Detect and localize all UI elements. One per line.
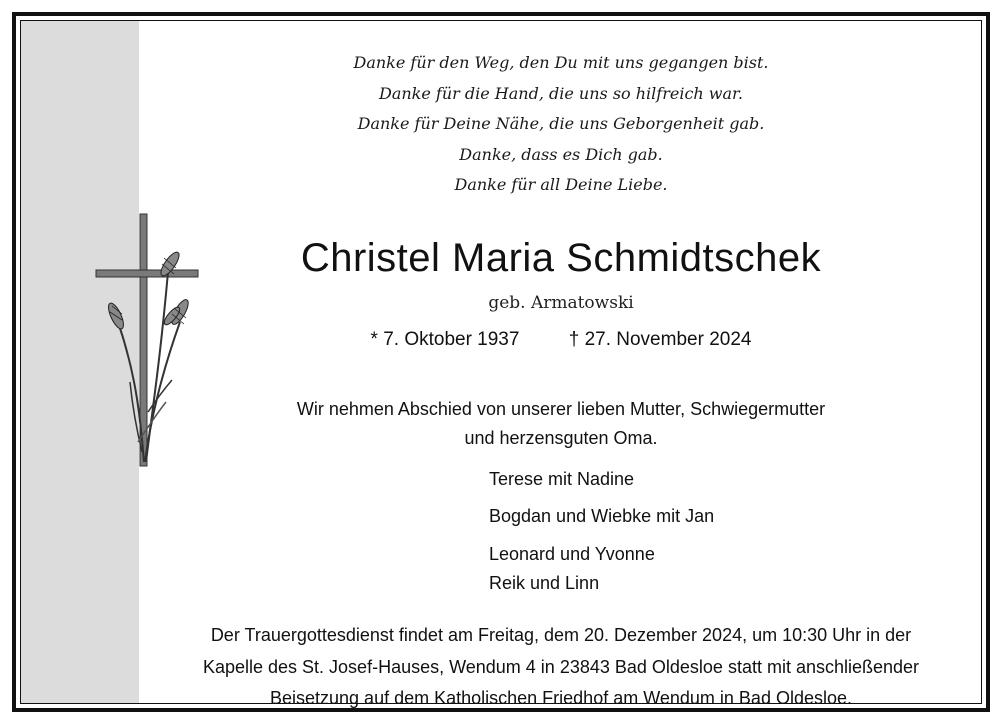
poem-line: Danke, dass es Dich gab. (459, 144, 663, 164)
service-announcement (166, 620, 956, 715)
birth-name: geb. Armatowski (488, 293, 634, 313)
family-member: Reik und Linn (489, 573, 600, 593)
poem-line: Danke für die Hand, die uns so hilfreich war. (378, 83, 743, 103)
death-date: † 27. November 2024 (568, 329, 752, 350)
obituary-content (166, 16, 956, 708)
birth-date: * 7. Oktober 1937 (370, 329, 520, 350)
family-member: Leonard und Yvonne (489, 544, 655, 564)
deceased-name: Christel Maria Schmidtschek (300, 236, 822, 280)
obituary-frame (12, 12, 990, 712)
poem-line: Danke für Deine Nähe, die uns Geborgenheit gab. (357, 114, 765, 133)
family-member: Bogdan und Wiebke mit Jan (489, 506, 715, 526)
life-dates (166, 329, 956, 351)
poem-line: Danke für den Weg, den Du mit uns gegangen bist. (353, 53, 769, 72)
farewell-line: Wir nehmen Abschied von unserer lieben Mutter, Schwiegermutter (296, 399, 826, 419)
farewell-line: und herzensguten Oma. (464, 428, 658, 448)
service-line: Der Trauergottesdienst findet am Freitag, dem 20. Dezember 2024, um 10:30 Uhr in der (210, 625, 912, 645)
poem-line: Danke für all Deine Liebe. (454, 175, 668, 194)
service-line: Kapelle des St. Josef-Hauses, Wendum 4 in 23843 Bad Oldesloe statt mit anschließender (202, 656, 920, 677)
poem (166, 48, 956, 201)
farewell-text (166, 395, 956, 453)
family-member: Terese mit Nadine (489, 469, 635, 489)
service-line: Beisetzung auf dem Katholischen Friedhof am Wendum in Bad Oldesloe. (270, 688, 852, 708)
